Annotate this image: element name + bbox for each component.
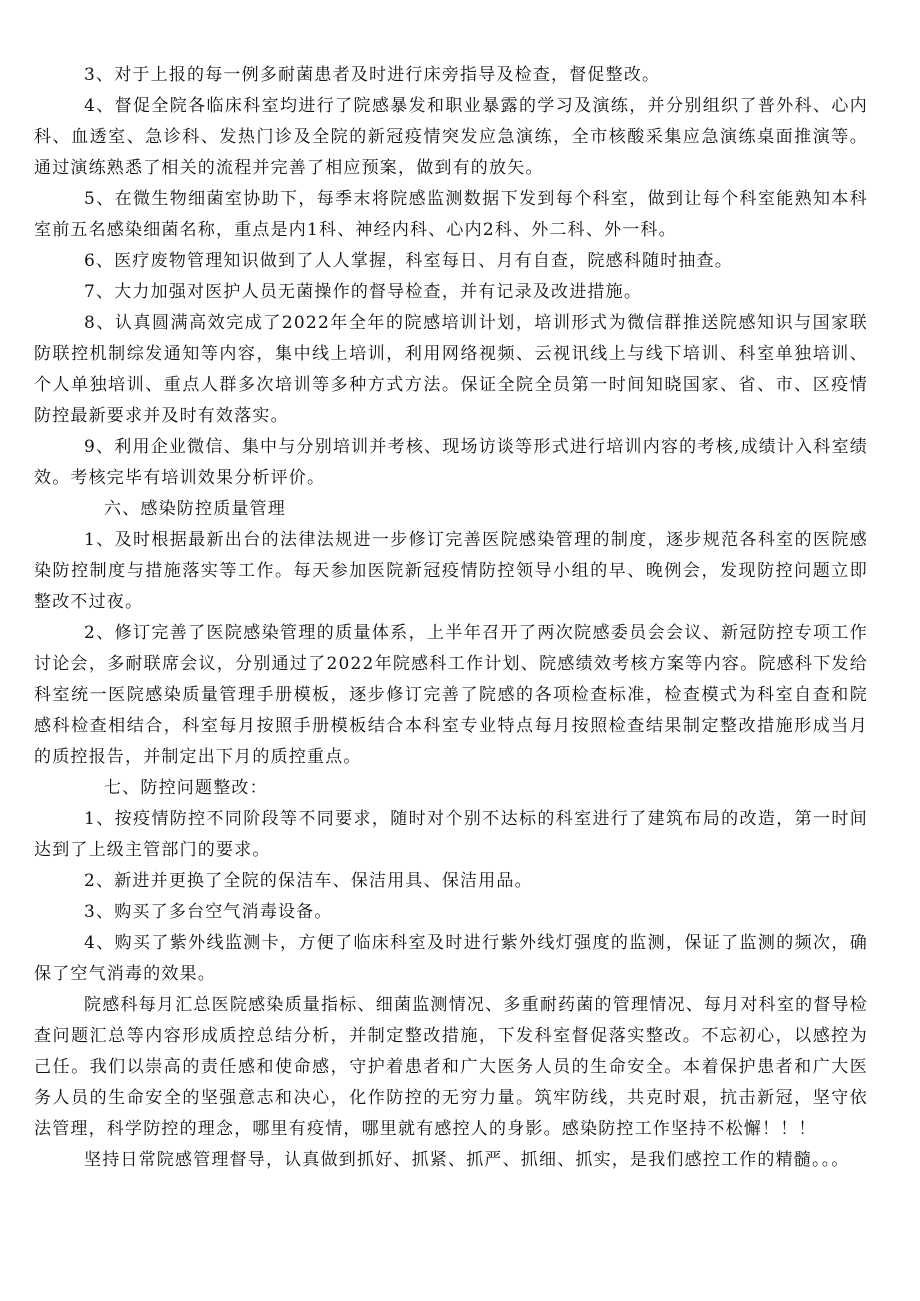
paragraph-item-3: 3、对于上报的每一例多耐菌患者及时进行床旁指导及检查，督促整改。 (84, 65, 661, 85)
paragraph-item-9: 9、利用企业微信、集中与分别培训并考核、现场访谈等形式进行培训内容的考核,成绩计入科室绩效。考核完毕有培训效果分析评价。 (34, 437, 868, 488)
paragraph-item-5: 5、在微生物细菌室协助下，每季末将院感监测数据下发到每个科室，做到让每个科室能熟知本科室前五名感染细菌名称，重点是内1科、神经内科、心内2科、外二科、外一科。 (34, 189, 868, 240)
paragraph-rectify-4: 4、购买了紫外线监测卡，方便了临床科室及时进行紫外线灯强度的监测，保证了监测的频次，确保了空气消毒的效果。 (34, 933, 868, 984)
paragraph-quality-2: 2、修订完善了医院感染管理的质量体系，上半年召开了两次院感委员会会议、新冠防控专项工作讨论会，多耐联席会议，分别通过了2022年院感科工作计划、院感绩效考核方案等内容。院感科下发给科室统一医院感染质量管理手册模板，逐步修订完善了院感的各项检查标准，检查模式为科室自查和院感科检查相结合，科室每月按照手册模板结合本科室专业特点每月按照检查结果制定整改措施形成当月的质控报告，并制定出下月的质控重点。 (34, 623, 868, 767)
paragraph-summary: 院感科每月汇总医院感染质量指标、细菌监测情况、多重耐药菌的管理情况、每月对科室的督导检查问题汇总等内容形成质控总结分析，并制定整改措施，下发科室督促落实整改。不忘初心，以感控为己任。我们以崇高的责任感和使命感，守护着患者和广大医务人员的生命安全。本着保护患者和广大医务人员的生命安全的坚强意志和决心，化作防控的无穷力量。筑牢防线，共克时艰，抗击新冠，坚守依法管理，科学防控的理念，哪里有疫情，哪里就有感控人的身影。感染防控工作坚持不松懈！！！ (34, 995, 868, 1139)
paragraph-item-4: 4、督促全院各临床科室均进行了院感暴发和职业暴露的学习及演练，并分别组织了普外科、心内科、血透室、急诊科、发热门诊及全院的新冠疫情突发应急演练，全市核酸采集应急演练桌面推演等。通过演练熟悉了相关的流程并完善了相应预案，做到有的放矢。 (34, 96, 868, 178)
section-heading-6: 六、感染防控质量管理 (104, 499, 286, 519)
paragraph-item-8: 8、认真圆满高效完成了2022年全年的院感培训计划，培训形式为微信群推送院感知识与国家联防联控机制综发通知等内容，集中线上培训，利用网络视频、云视讯线上与线下培训、科室单独培训、个人单独培训、重点人群多次培训等多种方式方法。保证全院全员第一时间知晓国家、省、市、区疫情防控最新要求并及时有效落实。 (34, 313, 868, 426)
paragraph-item-6: 6、医疗废物管理知识做到了人人掌握，科室每日、月有自查，院感科随时抽查。 (84, 251, 734, 271)
section-heading-7: 七、防控问题整改： (104, 778, 268, 798)
paragraph-rectify-3: 3、购买了多台空气消毒设备。 (84, 902, 333, 922)
paragraph-item-7: 7、大力加强对医护人员无菌操作的督导检查，并有记录及改进措施。 (84, 282, 643, 302)
paragraph-rectify-1: 1、按疫情防控不同阶段等不同要求，随时对个别不达标的科室进行了建筑布局的改造，第一时间达到了上级主管部门的要求。 (34, 809, 868, 860)
paragraph-quality-1: 1、及时根据最新出台的法律法规进一步修订完善医院感染管理的制度，逐步规范各科室的医院感染防控制度与措施落实等工作。每天参加医院新冠疫情防控领导小组的早、晚例会，发现防控问题立即整改不过夜。 (34, 530, 868, 612)
paragraph-closing: 坚持日常院感管理督导，认真做到抓好、抓紧、抓严、抓细、抓实，是我们感控工作的精髓。。。 (84, 1150, 850, 1170)
paragraph-rectify-2: 2、新进并更换了全院的保洁车、保洁用具、保洁用品。 (84, 871, 533, 891)
